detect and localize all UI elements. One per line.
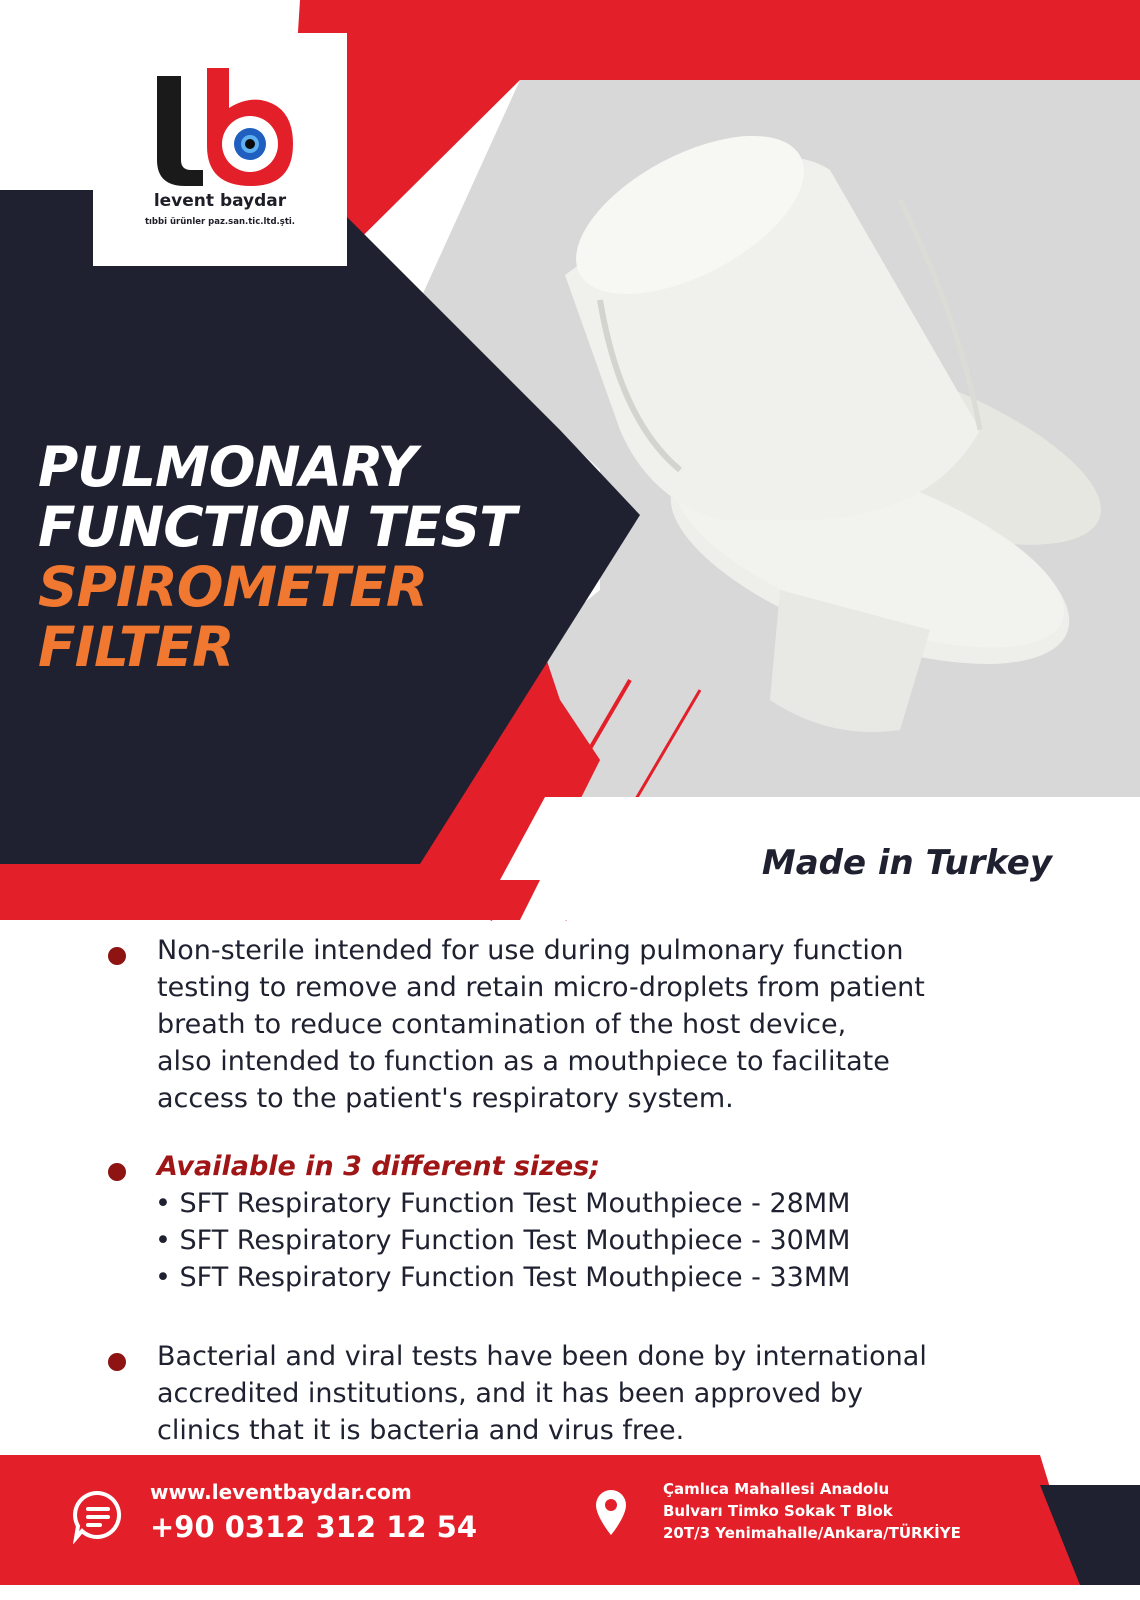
- made-in-label: Made in Turkey: [761, 843, 1052, 883]
- logo-subtitle: tıbbi ürünler paz.san.tic.ltd.şti.: [144, 217, 296, 227]
- chat-bubble-icon: [70, 1488, 126, 1544]
- size-item: • SFT Respiratory Function Test Mouthpiece - 33MM: [155, 1262, 851, 1293]
- tests-line: Bacterial and viral tests have been done by international: [157, 1341, 927, 1372]
- footer-address: [663, 1478, 961, 1544]
- description-line: also intended to function as a mouthpiece to facilitate: [157, 1046, 890, 1077]
- footer-phone[interactable]: +90 0312 312 12 54: [150, 1510, 478, 1544]
- company-logo: [93, 33, 347, 266]
- description-line: testing to remove and retain micro-droplets from patient: [157, 972, 925, 1003]
- address-line: Bulvarı Timko Sokak T Blok: [663, 1502, 893, 1520]
- sizes-heading: Available in 3 different sizes;: [157, 1151, 601, 1182]
- title-line-2: FUNCTION TEST: [38, 495, 516, 559]
- title-line-4: FILTER: [38, 615, 234, 679]
- logo-mark-icon: [145, 68, 295, 188]
- description-line: Non-sterile intended for use during pulmonary function: [157, 935, 904, 966]
- address-line: 20T/3 Yenimahalle/Ankara/TÜRKİYE: [663, 1524, 961, 1542]
- map-pin-icon: [593, 1488, 629, 1538]
- address-line: Çamlıca Mahallesi Anadolu: [663, 1480, 890, 1498]
- footer-website[interactable]: www.leventbaydar.com: [150, 1480, 412, 1504]
- product-title: [38, 437, 516, 677]
- sizes-block: [157, 1148, 850, 1296]
- title-line-1: PULMONARY: [38, 435, 417, 499]
- bullet-dot: [108, 947, 126, 965]
- logo-name: levent baydar: [153, 191, 287, 211]
- bullet-dot: [108, 1163, 126, 1181]
- description-block: [157, 932, 925, 1117]
- tests-line: accredited institutions, and it has been approved by: [157, 1378, 864, 1409]
- description-line: access to the patient's respiratory system.: [157, 1083, 734, 1114]
- size-item: • SFT Respiratory Function Test Mouthpiece - 30MM: [155, 1225, 851, 1256]
- size-item: • SFT Respiratory Function Test Mouthpiece - 28MM: [155, 1188, 851, 1219]
- tests-line: clinics that it is bacteria and virus free.: [157, 1415, 685, 1446]
- tests-block: [157, 1338, 927, 1449]
- title-line-3: SPIROMETER: [38, 555, 428, 619]
- bullet-dot: [108, 1353, 126, 1371]
- description-line: breath to reduce contamination of the host device,: [157, 1009, 847, 1040]
